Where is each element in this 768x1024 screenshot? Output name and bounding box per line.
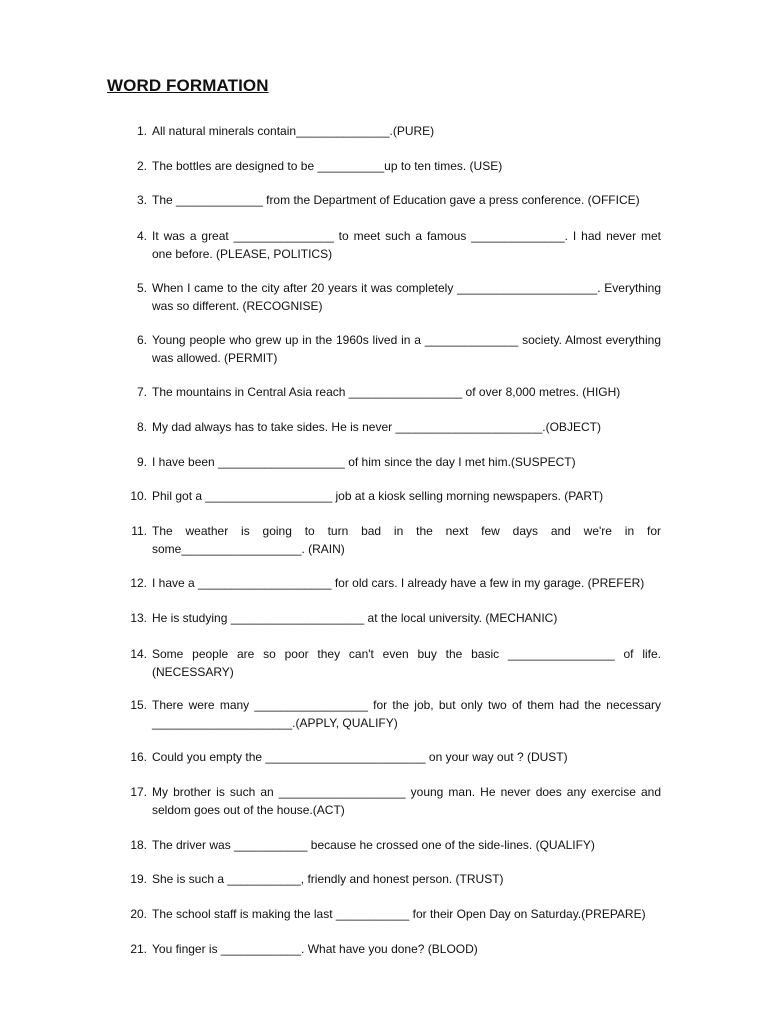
item-sentence: All natural minerals contain______________.(PURE) bbox=[152, 124, 435, 138]
item-sentence: Could you empty the ________________________ on your way out ? (DUST) bbox=[152, 750, 568, 764]
exercise-item bbox=[125, 227, 661, 263]
exercise-item bbox=[125, 836, 661, 854]
item-sentence: There were many _________________ for the job, but only two of them had the necessary _____________________.(APPLY, QUALIFY) bbox=[152, 698, 661, 730]
exercise-item bbox=[125, 905, 661, 923]
item-sentence: The mountains in Central Asia reach _________________ of over 8,000 metres. (HIGH) bbox=[152, 385, 621, 399]
item-sentence: It was a great _______________ to meet such a famous ______________. I had never met one before. (PLEASE, POLITICS) bbox=[152, 229, 661, 261]
item-number: 15. bbox=[130, 698, 147, 712]
item-sentence: The school staff is making the last ___________ for their Open Day on Saturday.(PREPARE) bbox=[152, 907, 646, 921]
exercise-item bbox=[125, 279, 661, 315]
exercise-item bbox=[125, 609, 661, 627]
item-sentence: My brother is such an ___________________ young man. He never does any exercise and seldom goes out of the house.(ACT) bbox=[152, 785, 661, 817]
item-number: 16. bbox=[130, 750, 147, 764]
exercise-item bbox=[125, 748, 661, 766]
item-sentence: She is such a ___________, friendly and honest person. (TRUST) bbox=[152, 872, 504, 886]
item-number: 21. bbox=[130, 942, 147, 956]
item-sentence: The weather is going to turn bad in the next few days and we're in for some__________________. (RAIN) bbox=[152, 524, 661, 556]
item-sentence: The driver was ___________ because he crossed one of the side-lines. (QUALIFY) bbox=[152, 838, 595, 852]
exercise-item bbox=[125, 783, 661, 819]
item-sentence: Phil got a ___________________ job at a kiosk selling morning newspapers. (PART) bbox=[152, 489, 604, 503]
item-number: 14. bbox=[130, 647, 147, 661]
item-number: 6. bbox=[136, 333, 147, 347]
item-number: 1. bbox=[136, 124, 147, 138]
exercise-item bbox=[125, 418, 661, 436]
item-sentence: Young people who grew up in the 1960s lived in a ______________ society. Almost everything was allowed. (PERMIT) bbox=[152, 333, 661, 365]
exercise-item bbox=[125, 157, 661, 175]
item-number: 3. bbox=[136, 193, 147, 207]
exercise-item bbox=[125, 487, 661, 505]
item-sentence: Some people are so poor they can't even buy the basic ________________ of life. (NECESSARY) bbox=[152, 647, 661, 679]
exercise-item bbox=[125, 122, 661, 140]
item-number: 18. bbox=[130, 838, 147, 852]
exercise-item bbox=[125, 383, 661, 401]
item-number: 13. bbox=[130, 611, 147, 625]
item-sentence: He is studying ____________________ at the local university. (MECHANIC) bbox=[152, 611, 558, 625]
item-number: 12. bbox=[130, 576, 147, 590]
item-sentence: The _____________ from the Department of Education gave a press conference. (OFFICE) bbox=[152, 193, 640, 207]
item-sentence: I have a ____________________ for old cars. I already have a few in my garage. (PREFER) bbox=[152, 576, 645, 590]
exercise-item bbox=[125, 645, 661, 681]
item-sentence: I have been ___________________ of him since the day I met him.(SUSPECT) bbox=[152, 455, 576, 469]
item-sentence: The bottles are designed to be __________up to ten times. (USE) bbox=[152, 159, 503, 173]
worksheet-title: WORD FORMATION bbox=[107, 76, 269, 95]
exercise-item bbox=[125, 940, 661, 958]
item-sentence: My dad always has to take sides. He is never ______________________.(OBJECT) bbox=[152, 420, 601, 434]
exercise-item bbox=[125, 191, 661, 209]
exercise-item bbox=[125, 522, 661, 558]
exercise-item bbox=[125, 331, 661, 367]
item-sentence: When I came to the city after 20 years it was completely _____________________. Everything was so different. (RECOGNISE) bbox=[152, 281, 661, 313]
exercise-item bbox=[125, 574, 661, 592]
item-number: 11. bbox=[131, 524, 147, 538]
exercise-item bbox=[125, 696, 661, 732]
item-number: 9. bbox=[136, 455, 147, 469]
exercise-item bbox=[125, 453, 661, 471]
item-number: 19. bbox=[130, 872, 147, 886]
item-sentence: You finger is ____________. What have you done? (BLOOD) bbox=[152, 942, 478, 956]
item-number: 17. bbox=[130, 785, 147, 799]
item-number: 8. bbox=[136, 420, 147, 434]
exercise-item bbox=[125, 870, 661, 888]
item-number: 5. bbox=[136, 281, 147, 295]
item-number: 10. bbox=[130, 489, 147, 503]
item-number: 7. bbox=[136, 385, 147, 399]
item-number: 2. bbox=[136, 159, 147, 173]
item-number: 20. bbox=[130, 907, 147, 921]
item-number: 4. bbox=[136, 229, 147, 243]
